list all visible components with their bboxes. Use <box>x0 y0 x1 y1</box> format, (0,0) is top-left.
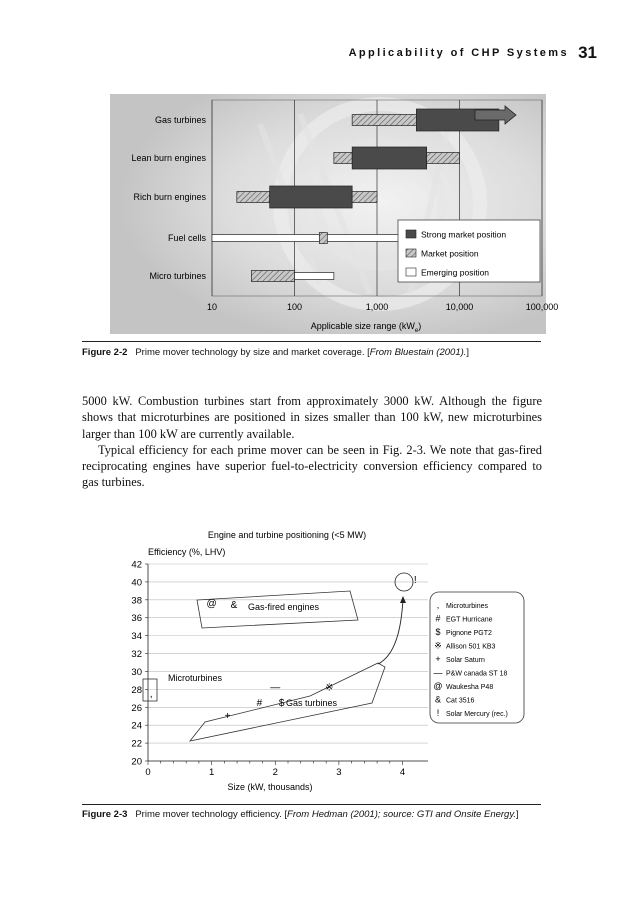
legend-label-market: Market position <box>421 248 479 259</box>
x-axis-label: Size (kW, thousands) <box>227 782 313 792</box>
range-bar-emerging <box>327 235 402 242</box>
legend-swatch-strong <box>406 230 416 238</box>
legend-symbol: , <box>436 600 440 610</box>
arrow-head-icon <box>400 596 406 603</box>
range-bar-emerging <box>212 235 319 242</box>
data-point: ※ <box>325 682 334 694</box>
legend-label: EGT Hurricane <box>446 616 493 624</box>
paragraph: 5000 kW. Combustion turbines start from approximately 3000 kW. Although the figure shows that microturbines are positioned in sizes smaller than 100 kW, new microturbines larger than 100 kW are currently available. <box>82 394 542 441</box>
caption-end: ] <box>466 347 470 358</box>
caption-end: ] <box>516 809 519 820</box>
data-point: & <box>230 600 238 612</box>
y-tick-label: 26 <box>131 702 142 714</box>
body-text <box>82 393 542 491</box>
range-bar-market <box>352 192 377 203</box>
caption-label: Figure 2-2 <box>82 347 128 358</box>
range-bar-emerging <box>295 273 334 280</box>
figure-2-2-rule <box>82 341 541 342</box>
caption-source: From Hedman (2001); source: GTI and Onsite Energy. <box>287 809 517 820</box>
y-tick-label: 32 <box>131 649 142 661</box>
annotation-microturbines: Microturbines <box>168 673 223 683</box>
range-bar-market <box>427 153 460 164</box>
legend-symbol: @ <box>433 681 443 691</box>
x-tick-label: 0 <box>145 767 151 778</box>
range-bar-market <box>334 153 352 164</box>
tick-label: 1,000 <box>365 302 389 312</box>
range-bar-strong <box>270 186 353 208</box>
category-label: Fuel cells <box>167 233 206 243</box>
legend-label-strong: Strong market position <box>421 229 507 240</box>
chart-title: Engine and turbine positioning (<5 MW) <box>207 530 367 540</box>
legend-symbol: # <box>435 613 441 624</box>
x-tick-label: 2 <box>272 767 278 778</box>
y-tick-label: 22 <box>131 738 142 750</box>
figure-2-3-rule <box>82 804 541 805</box>
legend <box>398 220 540 282</box>
figure-2-3-caption <box>82 808 552 821</box>
legend-swatch-emerging <box>406 268 416 276</box>
x-tick-label: 4 <box>399 767 406 778</box>
legend-symbol: — <box>433 667 443 678</box>
data-point: # <box>256 697 263 709</box>
y-tick-label: 20 <box>131 756 142 768</box>
tick-label: 100 <box>286 302 303 312</box>
y-axis-label: Efficiency (%, LHV) <box>148 547 226 557</box>
page-number: 31 <box>578 43 597 62</box>
y-tick-label: 24 <box>131 720 142 732</box>
caption-text: Prime mover technology by size and market coverage. [ <box>135 347 370 358</box>
category-label: Rich burn engines <box>133 192 206 202</box>
legend-symbol: & <box>434 694 442 705</box>
y-tick-label: 36 <box>131 613 142 625</box>
data-point: — <box>270 682 281 694</box>
legend-label: Waukesha P48 <box>446 684 494 691</box>
legend-symbol: + <box>435 654 441 664</box>
tick-label: 10,000 <box>445 302 474 312</box>
running-header-title: Applicability of CHP Systems <box>348 47 569 59</box>
tick-label: 10 <box>206 302 218 312</box>
y-tick-label: 30 <box>131 666 142 678</box>
data-point: ! <box>413 575 417 587</box>
legend-label: Microturbines <box>446 603 489 610</box>
figure-2-3-chart <box>110 528 546 798</box>
y-tick-label: 42 <box>131 559 142 571</box>
y-tick-label: 28 <box>131 684 142 696</box>
x-tick-label: 1 <box>208 767 215 778</box>
caption-text: Prime mover technology efficiency. [ <box>135 809 288 820</box>
data-point: , <box>149 688 153 700</box>
legend-label: Cat 3516 <box>446 697 475 705</box>
y-tick-label: 38 <box>131 595 142 607</box>
legend-label: P&W canada ST 18 <box>446 670 508 678</box>
y-tick-label: 40 <box>131 577 142 589</box>
range-bar-strong <box>352 147 427 169</box>
range-bar-market <box>251 271 294 282</box>
legend-swatch-market <box>406 249 416 257</box>
caption-label: Figure 2-3 <box>82 809 128 820</box>
improvement-arrow <box>378 600 403 664</box>
legend-label: Solar Mercury (rec.) <box>446 711 508 718</box>
legend-symbol: ! <box>436 708 440 718</box>
caption-source: From Bluestain (2001). <box>369 347 467 358</box>
legend-symbol: $ <box>435 627 441 637</box>
range-bar-market <box>319 233 327 244</box>
range-bar-market <box>237 192 270 203</box>
legend-label: Allison 501 KB3 <box>446 643 496 651</box>
paragraph: Typical efficiency for each prime mover can be seen in Fig. 2-3. We note that gas-fired reciprocating engines have superior fuel-to-electricity conversion efficiency compared to gas turbines. <box>82 442 542 490</box>
annotation-gas-turbines: Gas turbines <box>286 698 338 708</box>
figure-2-2-caption <box>82 346 552 359</box>
annotation-gas-fired-engines: Gas-fired engines <box>248 602 320 612</box>
range-bar-market <box>352 115 416 126</box>
data-point: + <box>224 711 231 723</box>
data-point: $ <box>278 697 285 709</box>
category-label: Gas turbines <box>154 115 206 125</box>
legend-symbol: ※ <box>434 640 442 651</box>
category-label: Lean burn engines <box>131 153 206 163</box>
data-point: @ <box>206 598 217 610</box>
legend-label: Pignone PGT2 <box>446 630 492 637</box>
y-tick-label: 34 <box>131 631 142 643</box>
category-label: Micro turbines <box>149 271 206 281</box>
legend-label: Solar Saturn <box>446 657 485 664</box>
legend-label-emerging: Emerging position <box>421 267 490 278</box>
x-tick-label: 3 <box>336 767 342 778</box>
tick-label: 100,000 <box>525 302 559 312</box>
figure-2-2-chart <box>110 94 559 334</box>
x-axis-label: Applicable size range $(kW_e)$ <box>310 321 422 334</box>
